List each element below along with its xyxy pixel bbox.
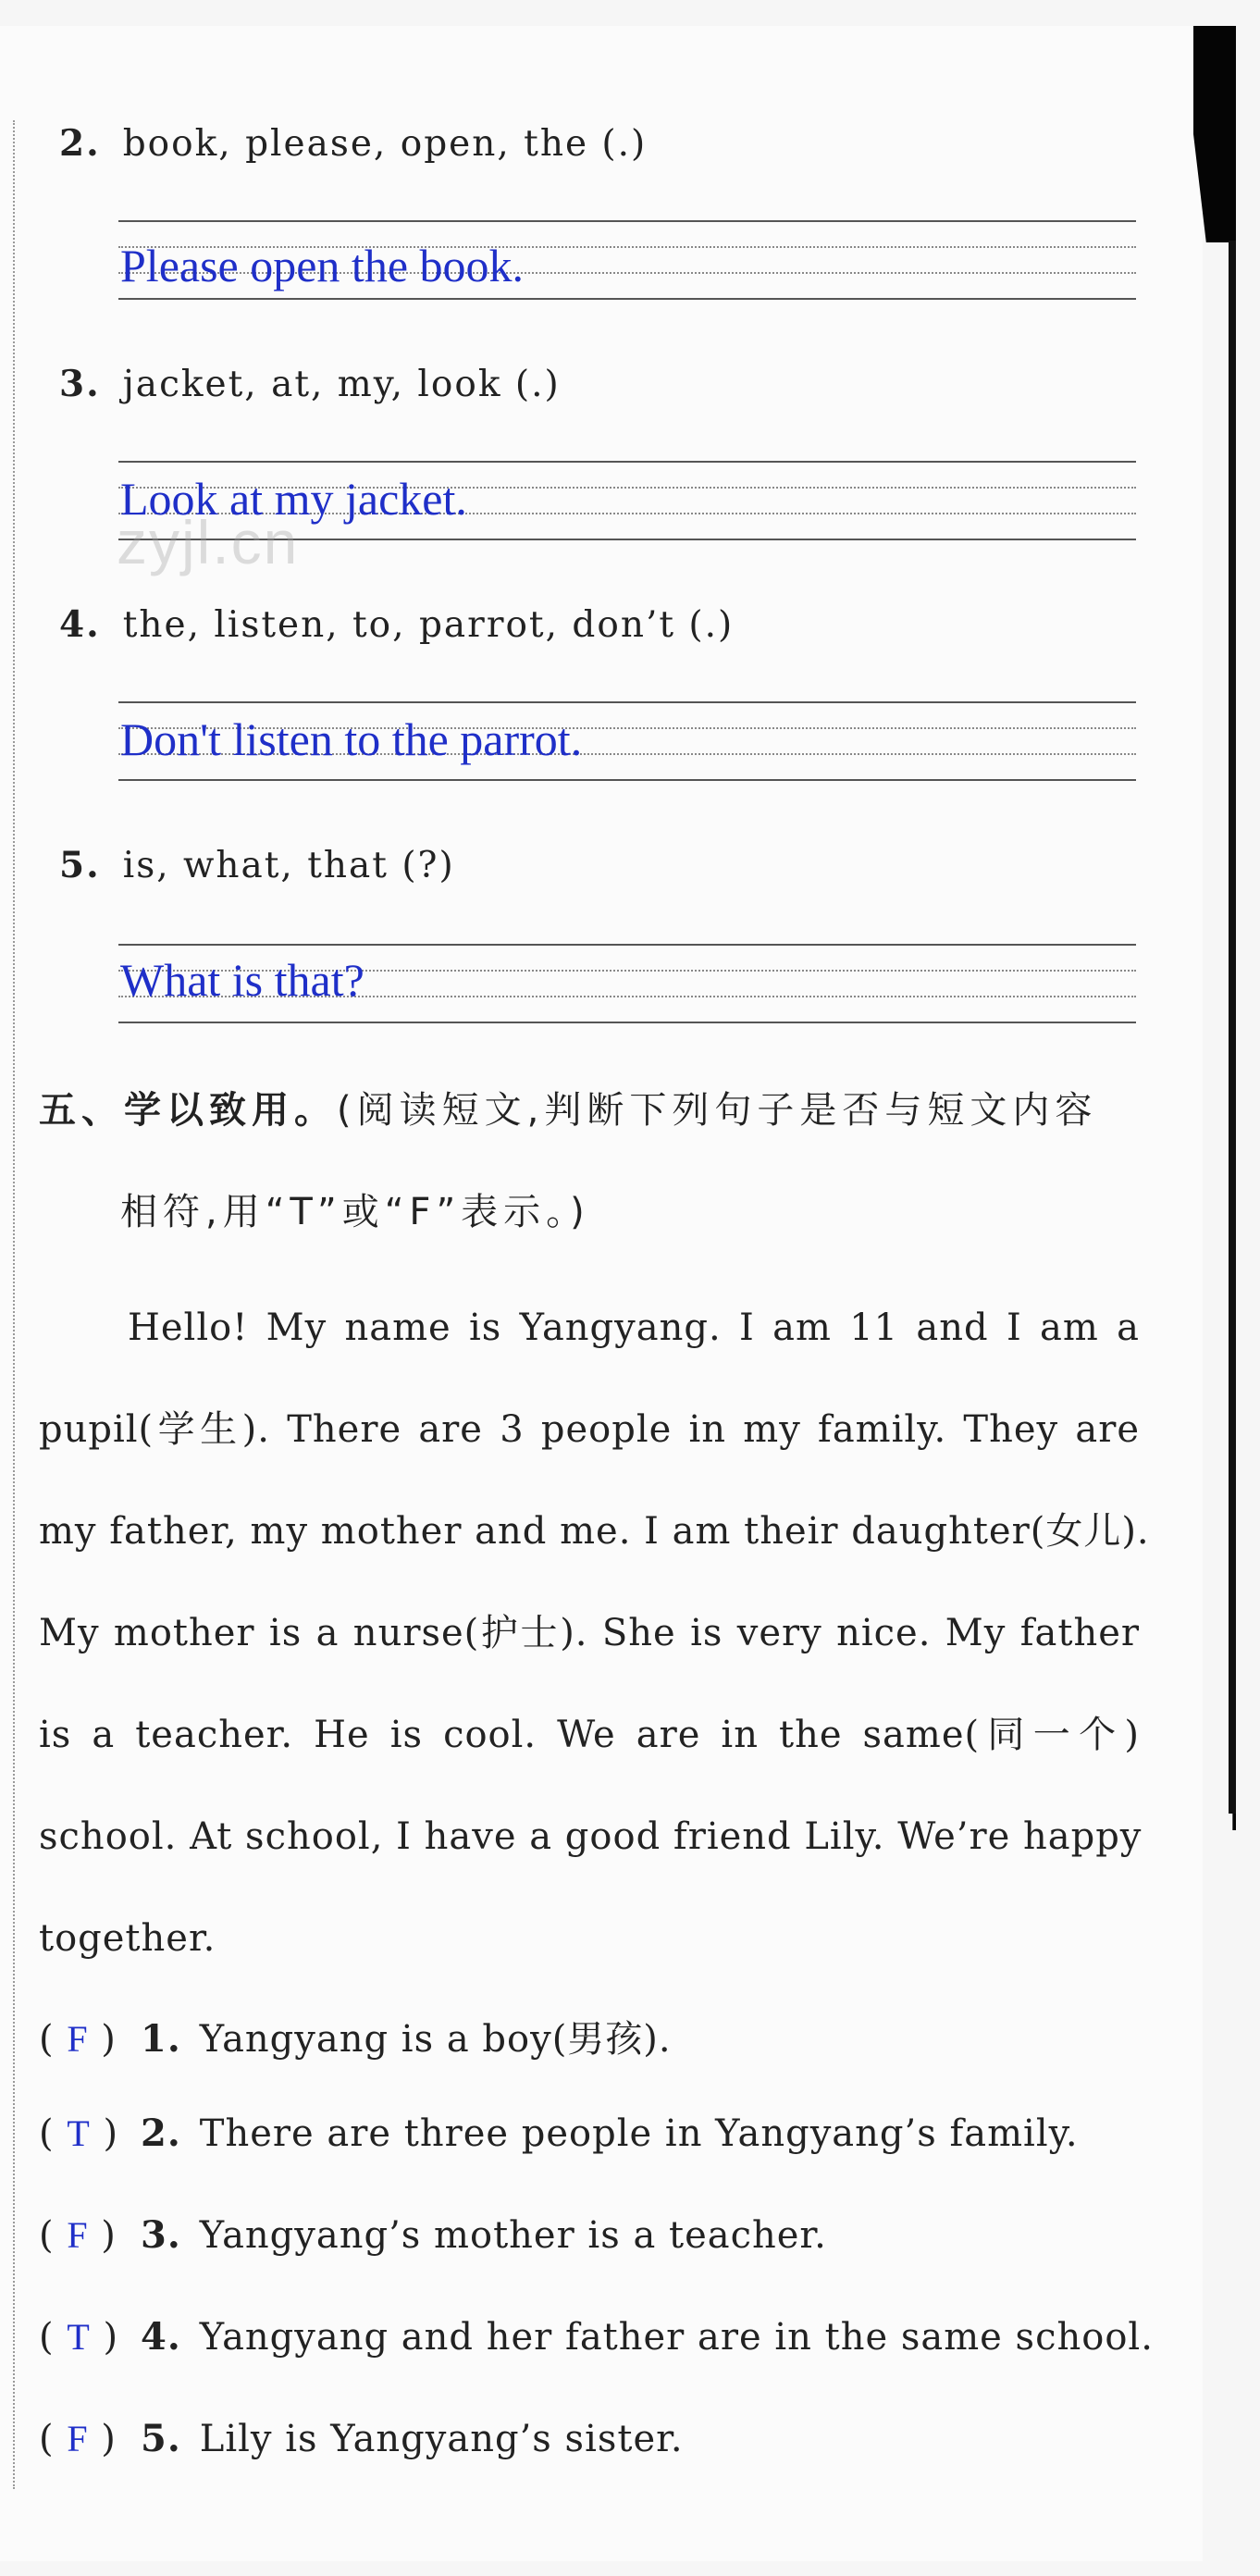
item-number: 1. [141, 2017, 181, 2061]
passage-line: is a teacher. He is cool. We are in the same(同一个) [39, 1714, 1140, 1756]
section-instruction: (阅读短文,判断下列句子是否与短文内容 [337, 1089, 1098, 1132]
item-text: There are three people in Yangyang’s family. [199, 2112, 1079, 2155]
answer-parenthesis: ( F ) [39, 2214, 117, 2257]
item-text: Yangyang is a boy(男孩). [199, 2018, 672, 2061]
item-text: Yangyang’s mother is a teacher. [199, 2214, 827, 2257]
question-number: 3. [59, 363, 101, 405]
item-number: 5. [141, 2417, 181, 2460]
question-number: 2. [59, 122, 101, 165]
question-5 [59, 844, 455, 886]
answer-mark: F [67, 2214, 89, 2256]
question-number: 4. [59, 603, 101, 646]
passage-line: pupil(学生). There are 3 people in my family. They are [39, 1408, 1140, 1451]
answer-mark: F [67, 2418, 89, 2459]
item-number: 4. [141, 2315, 181, 2359]
judgement-item-4 [39, 2315, 1154, 2359]
margin-dotted-line [13, 120, 15, 2489]
section-title: 五、学以致用。 [39, 1089, 337, 1132]
item-text: Lily is Yangyang’s sister. [199, 2418, 684, 2460]
section-heading [39, 1081, 1097, 1133]
answer-parenthesis: ( T ) [39, 2316, 119, 2359]
answer-parenthesis: ( T ) [39, 2112, 119, 2155]
handwritten-answer: Please open the book. [120, 240, 525, 291]
item-number: 2. [141, 2112, 181, 2155]
passage-line: My mother is a nurse(护士). She is very nice. My father [39, 1612, 1140, 1654]
handwritten-answer: Don't listen to the parrot. [120, 713, 583, 765]
passage-line: school. At school, I have a good friend Lily. We’re happy [39, 1815, 1143, 1858]
question-words: book, please, open, the (.) [122, 123, 648, 165]
passage-line: together. [39, 1917, 216, 1960]
answer-mark: T [67, 2316, 91, 2358]
handwritten-answer: What is that? [120, 954, 364, 1006]
question-number: 5. [59, 844, 101, 886]
question-2 [59, 122, 647, 165]
answer-mark: F [67, 2018, 89, 2060]
item-text: Yangyang and her father are in the same school. [199, 2316, 1154, 2359]
judgement-item-3 [39, 2213, 827, 2257]
answer-mark: T [67, 2112, 91, 2154]
handwritten-answer: Look at my jacket. [120, 473, 467, 525]
judgement-item-2 [39, 2112, 1079, 2155]
watermark: zyjl.cn [117, 508, 300, 576]
item-number: 3. [141, 2213, 181, 2257]
question-4 [59, 603, 734, 646]
answer-parenthesis: ( F ) [39, 2418, 117, 2460]
answer-parenthesis: ( F ) [39, 2018, 117, 2061]
binding-shadow [1229, 241, 1236, 1814]
reading-passage [39, 1277, 1150, 1989]
passage-line: my father, my mother and me. I am their daughter(女儿). [39, 1510, 1150, 1553]
question-words: is, what, that (?) [122, 845, 455, 886]
judgement-item-5 [39, 2417, 684, 2460]
question-words: jacket, at, my, look (.) [122, 364, 561, 405]
passage-line: Hello! My name is Yangyang. I am 11 and I am a [128, 1307, 1140, 1349]
judgement-item-1 [39, 2010, 672, 2062]
section-instruction-continued: 相符,用“T”或“F”表示。) [120, 1191, 590, 1233]
question-words: the, listen, to, parrot, don’t (.) [122, 604, 735, 646]
question-3 [59, 363, 561, 405]
